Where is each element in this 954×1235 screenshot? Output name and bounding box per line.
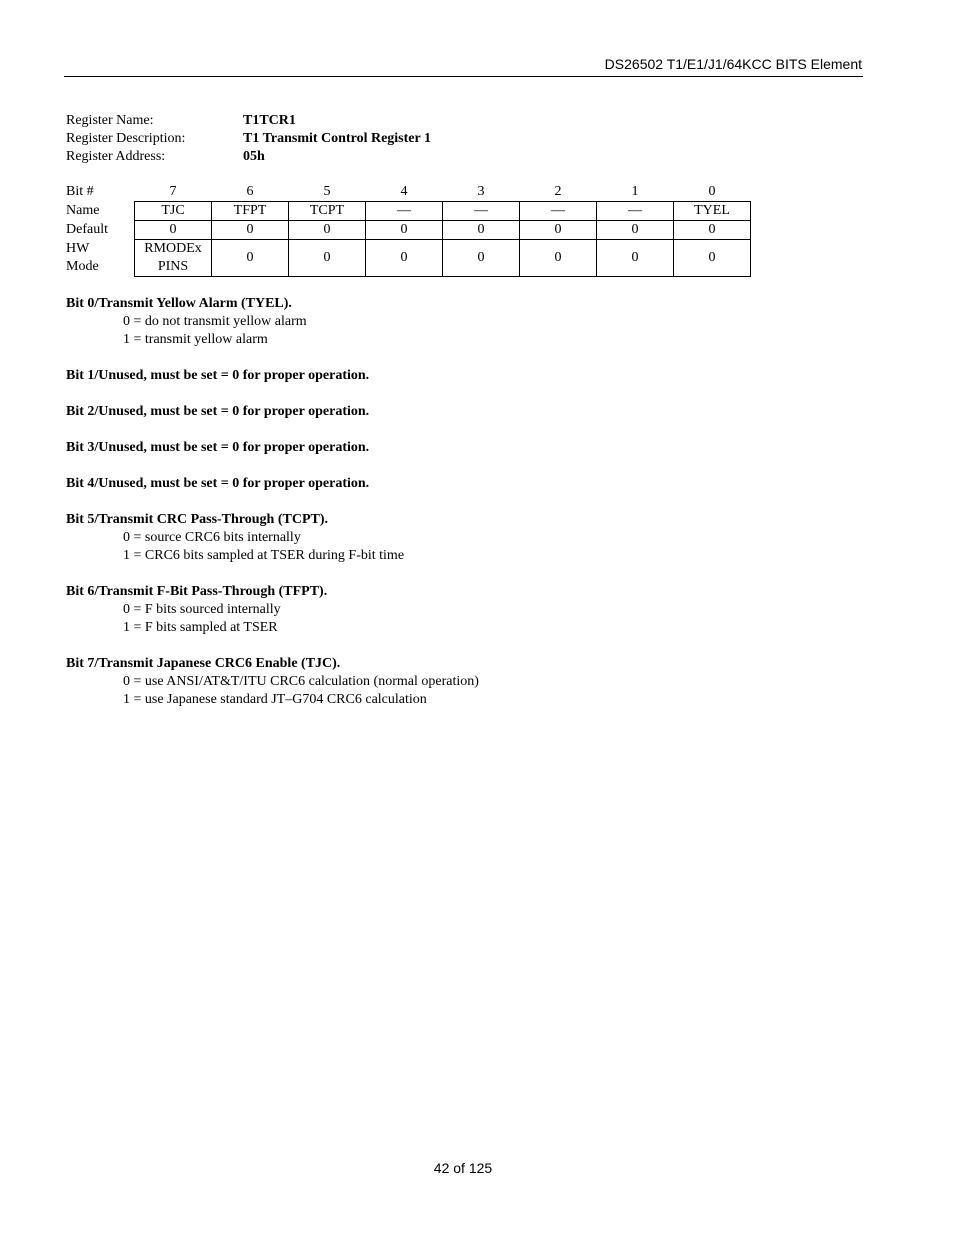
bit-name-cell: — — [597, 202, 674, 221]
bit-description-section — [66, 295, 886, 349]
header-rule — [64, 76, 863, 77]
bit-hw-mode-label — [66, 240, 135, 277]
bit-number-cell: 2 — [554, 184, 562, 199]
register-description-value: T1 Transmit Control Register 1 — [243, 131, 431, 146]
bit-number-cell: 7 — [169, 184, 177, 199]
bit-number-cell: 3 — [477, 184, 485, 199]
register-address-value: 05h — [243, 149, 265, 164]
bit-number-label: Bit # — [66, 184, 94, 200]
bit-description-section — [66, 511, 886, 565]
bit-description-title: Bit 6/Transmit F-Bit Pass-Through (TFPT). — [66, 584, 328, 599]
bit-default-label: Default — [66, 222, 108, 237]
bit-name-cell: TCPT — [289, 202, 366, 221]
bit-number-cell: 6 — [246, 184, 254, 199]
register-description-row — [66, 130, 431, 148]
bit-number-cell: 5 — [323, 184, 331, 199]
bit-hw-mode-cell: 0 — [674, 240, 751, 277]
bit-number-cell: 4 — [400, 184, 408, 199]
hw-mode-cell-line1: RMODEx — [144, 241, 202, 256]
hw-mode-label-line1: HW — [66, 241, 90, 256]
bit-name-cell: TYEL — [674, 202, 751, 221]
bit-description-option: 1 = transmit yellow alarm — [123, 332, 268, 347]
bit-description-option: 0 = do not transmit yellow alarm — [123, 314, 307, 329]
register-bit-table — [66, 183, 751, 277]
register-info — [66, 112, 431, 166]
bit-hw-mode-cell: 0 — [212, 240, 289, 277]
bit-name-cell: TFPT — [212, 202, 289, 221]
bit-name-row — [66, 202, 751, 221]
bit-default-cell: 0 — [674, 221, 751, 240]
bit-name-cell: — — [443, 202, 520, 221]
bit-description-option: 1 = CRC6 bits sampled at TSER during F-bit time — [123, 548, 405, 563]
bit-description-title: Bit 5/Transmit CRC Pass-Through (TCPT). — [66, 512, 329, 527]
register-name-label: Register Name: — [66, 113, 154, 128]
register-address-row — [66, 148, 431, 166]
bit-hw-mode-cell — [135, 240, 212, 277]
bit-description-section — [66, 475, 886, 493]
bit-hw-mode-cell: 0 — [366, 240, 443, 277]
bit-hw-mode-row — [66, 240, 751, 277]
bit-name-cell: — — [366, 202, 443, 221]
bit-description-section — [66, 367, 886, 385]
bit-hw-mode-cell: 0 — [520, 240, 597, 277]
bit-default-cell: 0 — [443, 221, 520, 240]
document-header: DS26502 T1/E1/J1/64KCC BITS Element — [604, 56, 862, 72]
bit-description-section — [66, 655, 886, 709]
bit-name-label: Name — [66, 203, 100, 218]
bit-description-title: Bit 2/Unused, must be set = 0 for proper operation. — [66, 404, 370, 419]
bit-number-cell: 1 — [631, 184, 639, 199]
bit-default-cell: 0 — [597, 221, 674, 240]
bit-name-cell: TJC — [135, 202, 212, 221]
bit-description-title: Bit 1/Unused, must be set = 0 for proper operation. — [66, 368, 370, 383]
page-number: 42 of 125 — [433, 1160, 493, 1176]
bit-hw-mode-cell: 0 — [289, 240, 366, 277]
bit-number-row — [66, 183, 751, 202]
bit-hw-mode-cell: 0 — [597, 240, 674, 277]
bit-description-option: 1 = use Japanese standard JT–G704 CRC6 calculation — [123, 692, 427, 707]
bit-hw-mode-cell: 0 — [443, 240, 520, 277]
bit-number-cell: 0 — [708, 184, 716, 199]
register-address-label: Register Address: — [66, 149, 166, 164]
bit-description-option: 0 = source CRC6 bits internally — [123, 530, 301, 545]
bit-description-title: Bit 4/Unused, must be set = 0 for proper operation. — [66, 476, 370, 491]
bit-description-option: 0 = F bits sourced internally — [123, 602, 281, 617]
bit-description-section — [66, 439, 886, 457]
bit-default-cell: 0 — [520, 221, 597, 240]
bit-default-cell: 0 — [366, 221, 443, 240]
register-description-label: Register Description: — [66, 131, 186, 146]
bit-default-cell: 0 — [289, 221, 366, 240]
bit-name-cell: — — [520, 202, 597, 221]
bit-description-title: Bit 0/Transmit Yellow Alarm (TYEL). — [66, 296, 292, 311]
register-name-row — [66, 112, 431, 130]
bit-description-option: 0 = use ANSI/AT&T/ITU CRC6 calculation (normal operation) — [123, 674, 479, 689]
bit-description-section — [66, 583, 886, 637]
hw-mode-cell-line2: PINS — [157, 259, 189, 274]
bit-description-section — [66, 403, 886, 421]
register-name-value: T1TCR1 — [243, 113, 296, 128]
bit-description-title: Bit 7/Transmit Japanese CRC6 Enable (TJC). — [66, 656, 341, 671]
bit-description-option: 1 = F bits sampled at TSER — [123, 620, 278, 635]
hw-mode-label-line2: Mode — [66, 259, 99, 274]
bit-description-title: Bit 3/Unused, must be set = 0 for proper operation. — [66, 440, 370, 455]
bit-default-cell: 0 — [135, 221, 212, 240]
bit-default-row — [66, 221, 751, 240]
bit-descriptions — [66, 295, 886, 727]
bit-default-cell: 0 — [212, 221, 289, 240]
